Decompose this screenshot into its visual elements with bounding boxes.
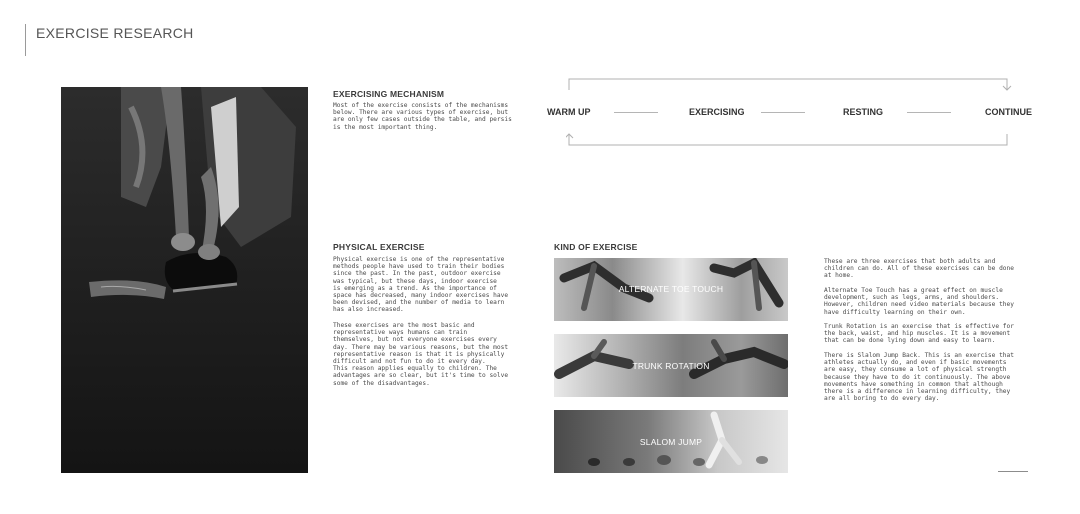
physical-heading: PHYSICAL EXERCISE xyxy=(333,242,425,252)
exercise-card-toe-touch xyxy=(554,258,788,321)
mechanism-text: Most of the exercise consists of the mechanisms below. There are various types of exercise, but are only few cases outside the table, and persis is the most important thing. xyxy=(333,102,512,131)
flow-arrow xyxy=(907,112,951,113)
page-title: EXERCISE RESEARCH xyxy=(36,25,194,41)
title-accent-bar xyxy=(25,24,26,56)
exercise-card-label: ALTERNATE TOE TOUCH xyxy=(618,284,724,294)
kinds-heading: KIND OF EXERCISE xyxy=(554,242,638,252)
description-text-4: There is Slalom Jump Back. This is an exercise that athletes actually do, and even if basic movements are easy, they consume a lot of physical strength because they have to do it continuously. The above movements have something in common that although there is a difference in learning difficulty, they are all boring to do every day. xyxy=(824,352,1014,403)
mechanism-heading: EXERCISING MECHANISM xyxy=(333,89,445,99)
description-text-2: Alternate Toe Touch has a great effect on muscle development, such as legs, arms, and shoulders. However, children need video materials because they have difficulty learning on their own. xyxy=(824,287,1014,316)
physical-text-2: These exercises are the most basic and representative ways humans can train themselves, but not everyone exercises every day. There may be various reasons, but the most representative reason is that it is physically difficult and not fun to do it every day. This reason applies equally to children. The advantages are so clear, but it's time to solve some of the disadvantages. xyxy=(333,322,509,387)
description-text-3: Trunk Rotation is an exercise that is effective for the back, waist, and hip muscles. It is a movement that can be done lying down and easy to learn. xyxy=(824,323,1014,345)
flow-step-warm-up: WARM UP xyxy=(547,107,591,117)
hero-photo xyxy=(61,87,308,473)
exercise-card-label: TRUNK ROTATION xyxy=(632,361,710,371)
exercise-card-trunk-rotation xyxy=(554,334,788,397)
exercise-card-slalom-jump xyxy=(554,410,788,473)
page-marker-line xyxy=(998,471,1028,472)
flow-step-continue: CONTINUE xyxy=(985,107,1032,117)
flow-step-exercising: EXERCISING xyxy=(689,107,745,117)
shoe-tying-illustration xyxy=(61,87,308,473)
flow-arrow xyxy=(761,112,805,113)
flow-step-resting: RESTING xyxy=(843,107,884,117)
physical-text-1: Physical exercise is one of the representative methods people have used to train their bodies since the past. In the past, outdoor exercise was typical, but these days, indoor exercise is emerging as a trend. As the importance of space has decreased, many indoor exercises have been devised, and the number of media to learn has also increased. xyxy=(333,256,509,314)
flow-arrow xyxy=(614,112,658,113)
exercise-card-label: SLALOM JUMP xyxy=(639,437,703,447)
description-text-1: These are three exercises that both adults and children can do. All of these exercises can be done at home. xyxy=(824,258,1014,280)
